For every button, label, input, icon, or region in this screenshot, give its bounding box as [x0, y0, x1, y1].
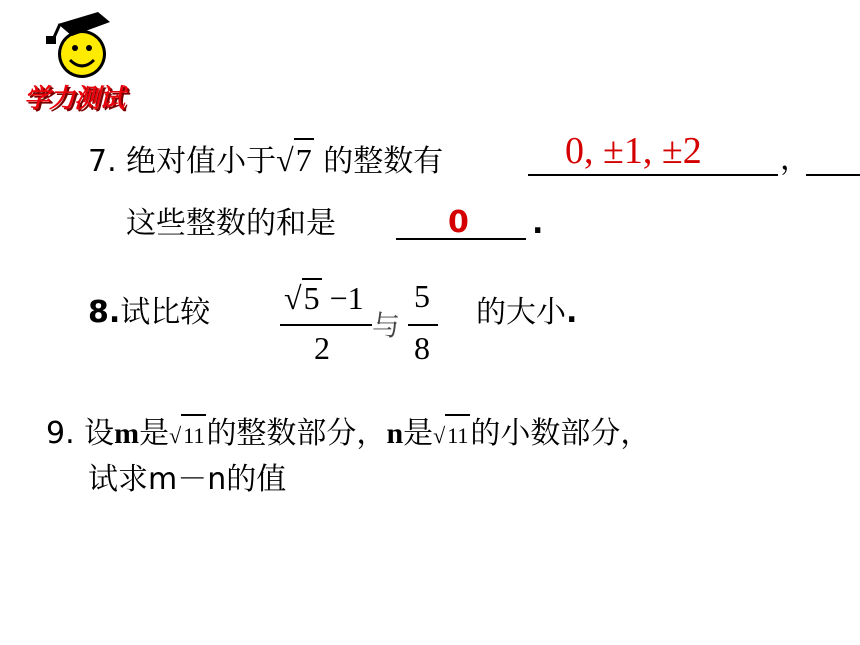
- radical-sign-icon: √: [284, 280, 302, 316]
- fraction-1-numerator: [284, 278, 364, 317]
- question-text: 绝对值小于: [126, 144, 277, 179]
- question-text: 的大小: [476, 295, 566, 330]
- radical-sign-icon: √: [433, 423, 446, 448]
- question-7-line-1: [88, 138, 443, 182]
- question-9-line-1: [46, 414, 650, 456]
- radicand: 11: [181, 414, 206, 456]
- variable-n: n: [386, 417, 404, 450]
- question-7-line-2: 这些整数的和是: [126, 206, 336, 241]
- square-root-7: [276, 138, 314, 180]
- radicand: 11: [445, 414, 470, 456]
- question-8-tail: [476, 293, 577, 333]
- question-number: 9.: [46, 416, 75, 451]
- question-text: 设: [84, 416, 115, 451]
- question-text: 是: [139, 416, 170, 451]
- logo: [24, 6, 174, 116]
- logo-text: 学力测试: [24, 84, 125, 114]
- question-text: 的整数有: [323, 144, 444, 179]
- fraction-2-denominator: 8: [414, 330, 430, 366]
- comma: ，: [780, 142, 810, 177]
- question-number: 8.: [88, 295, 121, 330]
- fraction-2-numerator: 5: [414, 278, 430, 314]
- period: .: [566, 295, 578, 330]
- answer-blank-1: [528, 174, 778, 176]
- question-8-label: [88, 293, 210, 333]
- word-and: 与: [372, 309, 401, 342]
- fraction-2: [408, 278, 438, 374]
- question-text: 的小数部分，: [470, 416, 651, 451]
- fraction-bar: [280, 324, 372, 326]
- radical-sign-icon: √: [276, 142, 294, 178]
- fraction-1: [280, 278, 372, 374]
- question-text: 的整数部分，: [206, 416, 387, 451]
- smiley-graduate-icon: [38, 6, 128, 86]
- answer-sum: 0: [448, 205, 469, 240]
- question-text: 是: [403, 416, 434, 451]
- radicand: 5: [303, 280, 320, 316]
- answer-integers: 0, ±1, ±2: [565, 130, 702, 172]
- answer-blank-1-tail: [806, 174, 860, 176]
- variable-m: m: [114, 417, 140, 450]
- radical-sign-icon: √: [169, 423, 182, 448]
- square-root-11: [433, 414, 470, 456]
- radicand: 7: [294, 138, 314, 180]
- fraction-1-denominator: 2: [314, 330, 330, 366]
- question-number: 7.: [88, 144, 117, 179]
- question-text: 试比较: [120, 295, 211, 330]
- numerator-rest: −1: [321, 280, 364, 316]
- question-9-line-2: 试求m－n的值: [88, 462, 287, 497]
- period: .: [532, 206, 544, 241]
- square-root-11: [169, 414, 206, 456]
- fraction-bar: [408, 324, 438, 326]
